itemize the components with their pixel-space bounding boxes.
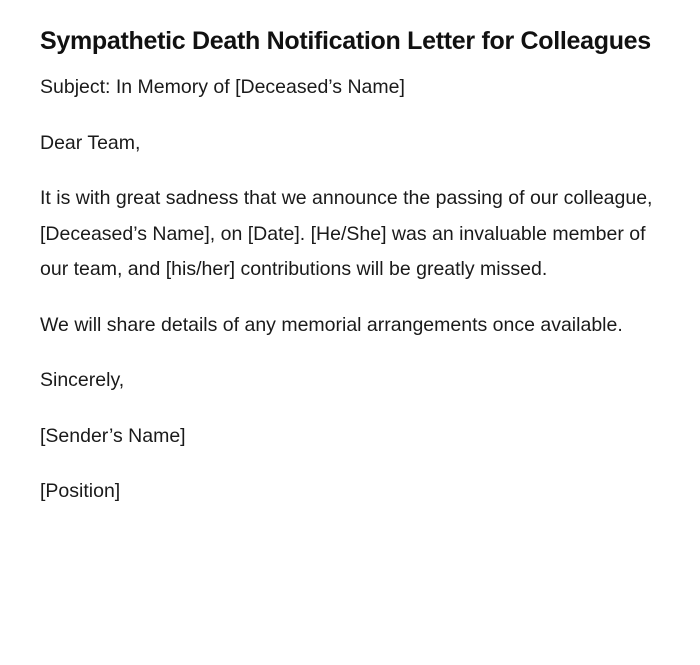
letter-subject: Subject: In Memory of [Deceased’s Name] — [40, 76, 405, 98]
letter-sender-name: [Sender’s Name] — [40, 424, 186, 447]
letter-closing: Sincerely, — [40, 369, 125, 391]
letter-title: Sympathetic Death Notification Letter for Colleagues — [40, 27, 651, 55]
letter-body-paragraph-1: It is with great sadness that we announce the passing of our colleague, [Deceased’s Name], on [Date]. [He/She] was an invaluable member of our team, and [his/her] contributions will be greatly missed. — [40, 187, 653, 280]
letter-body-paragraph-2: We will share details of any memorial arrangements once available. — [40, 313, 623, 336]
letter-sender-position: [Position] — [40, 480, 121, 502]
letter-salutation: Dear Team, — [40, 131, 141, 154]
